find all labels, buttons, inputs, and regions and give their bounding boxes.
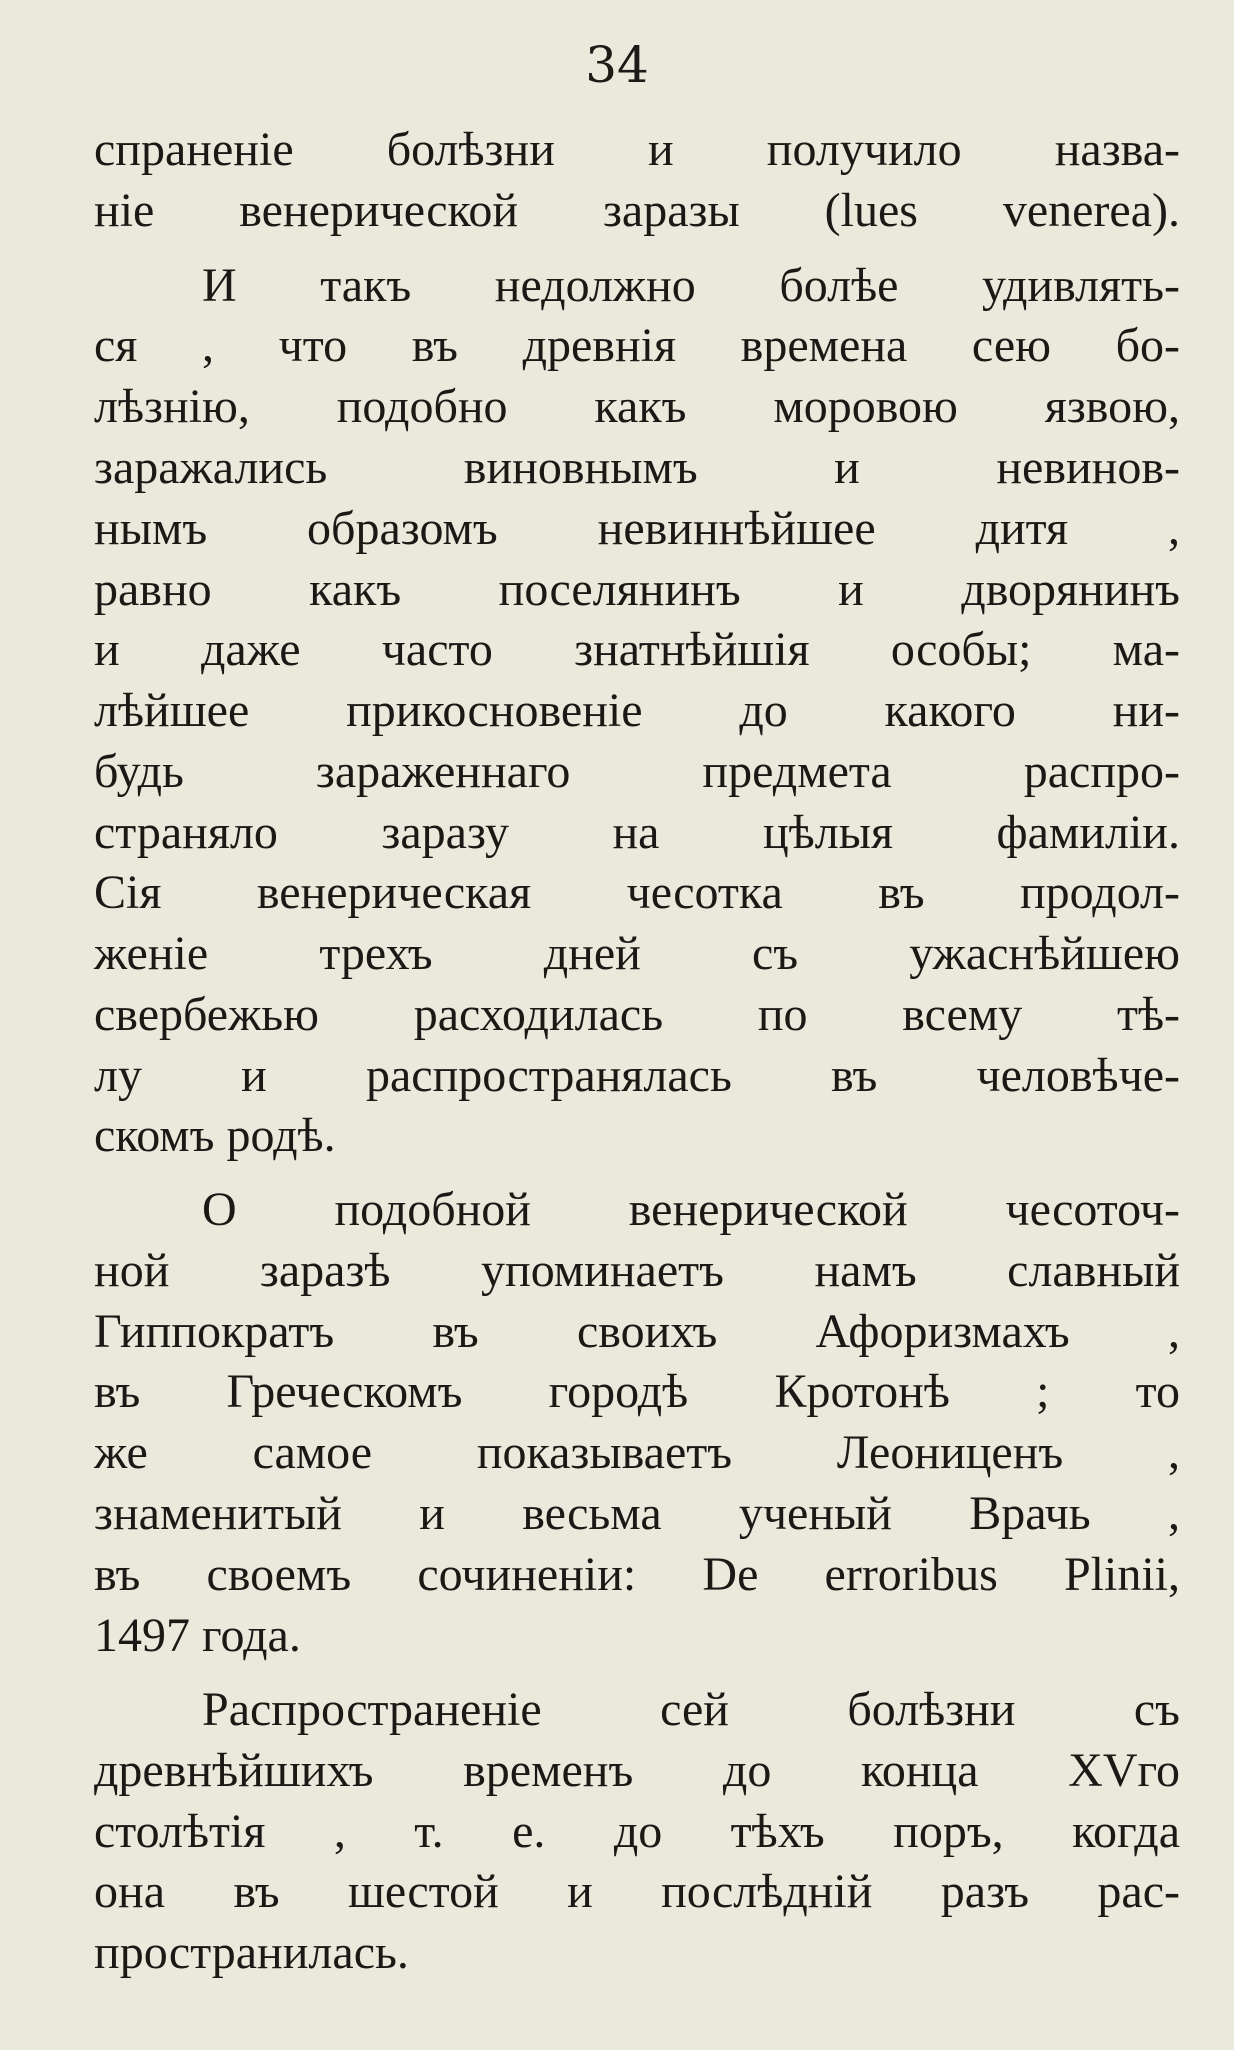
text-line: столѣтія , т. е. до тѣхъ поръ, когда [94,1805,1180,1858]
text-line: Гиппократъ въ своихъ Афоризмахъ , [94,1305,1180,1358]
text-line: будь зараженнаго предмета распро- [94,745,1180,798]
text-line: же самое показываетъ Леониценъ , [94,1426,1180,1479]
paragraph-first-line: Распространеніе сей болѣзни съ [202,1683,1180,1736]
text-line: страняло заразу на цѣлыя фамиліи. [94,806,1180,859]
text-line: древнѣйшихъ временъ до конца XVго [94,1744,1180,1797]
text-line: заражались виновнымъ и невинов- [94,441,1180,494]
text-line: пространилась. [94,1926,409,1979]
text-line: скомъ родѣ. [94,1109,336,1162]
text-line: лу и распространялась въ человѣче- [94,1049,1180,1102]
text-line: она въ шестой и послѣдній разъ рас- [94,1865,1180,1918]
text-line: и даже часто знатнѣйшія особы; ма- [94,623,1180,676]
text-line: въ своемъ сочиненіи: De erroribus Plinii, [94,1548,1180,1601]
text-line: женіе трехъ дней съ ужаснѣйшею [94,927,1180,980]
text-line: Сія венерическая чесотка въ продол- [94,866,1180,919]
text-line: лѣйшее прикосновеніе до какого ни- [94,684,1180,737]
text-line: свербежью расходилась по всему тѣ- [94,988,1180,1041]
text-line: ной заразѣ упоминаетъ намъ славный [94,1244,1180,1297]
text-line: 1497 года. [94,1609,301,1662]
text-line: знаменитый и весьма ученый Врачь , [94,1487,1180,1540]
text-line: лѣзнію, подобно какъ моровою язвою, [94,380,1180,433]
text-line: спраненіе болѣзни и получило назва- [94,123,1180,176]
text-line: ніе венерической заразы (lues venerea). [94,184,1180,237]
paragraph-first-line: О подобной венерической чесоточ- [202,1183,1180,1236]
text-line: въ Греческомъ городѣ Кротонѣ ; то [94,1365,1180,1418]
text-line: нымъ образомъ невиннѣйшее дитя , [94,502,1180,555]
page-number: 34 [585,36,649,94]
text-line: ся , что въ древнія времена сею бо- [94,319,1180,372]
paragraph-first-line: И такъ недолжно болѣе удивлять- [202,259,1180,312]
text-line: равно какъ поселянинъ и дворянинъ [94,563,1180,616]
